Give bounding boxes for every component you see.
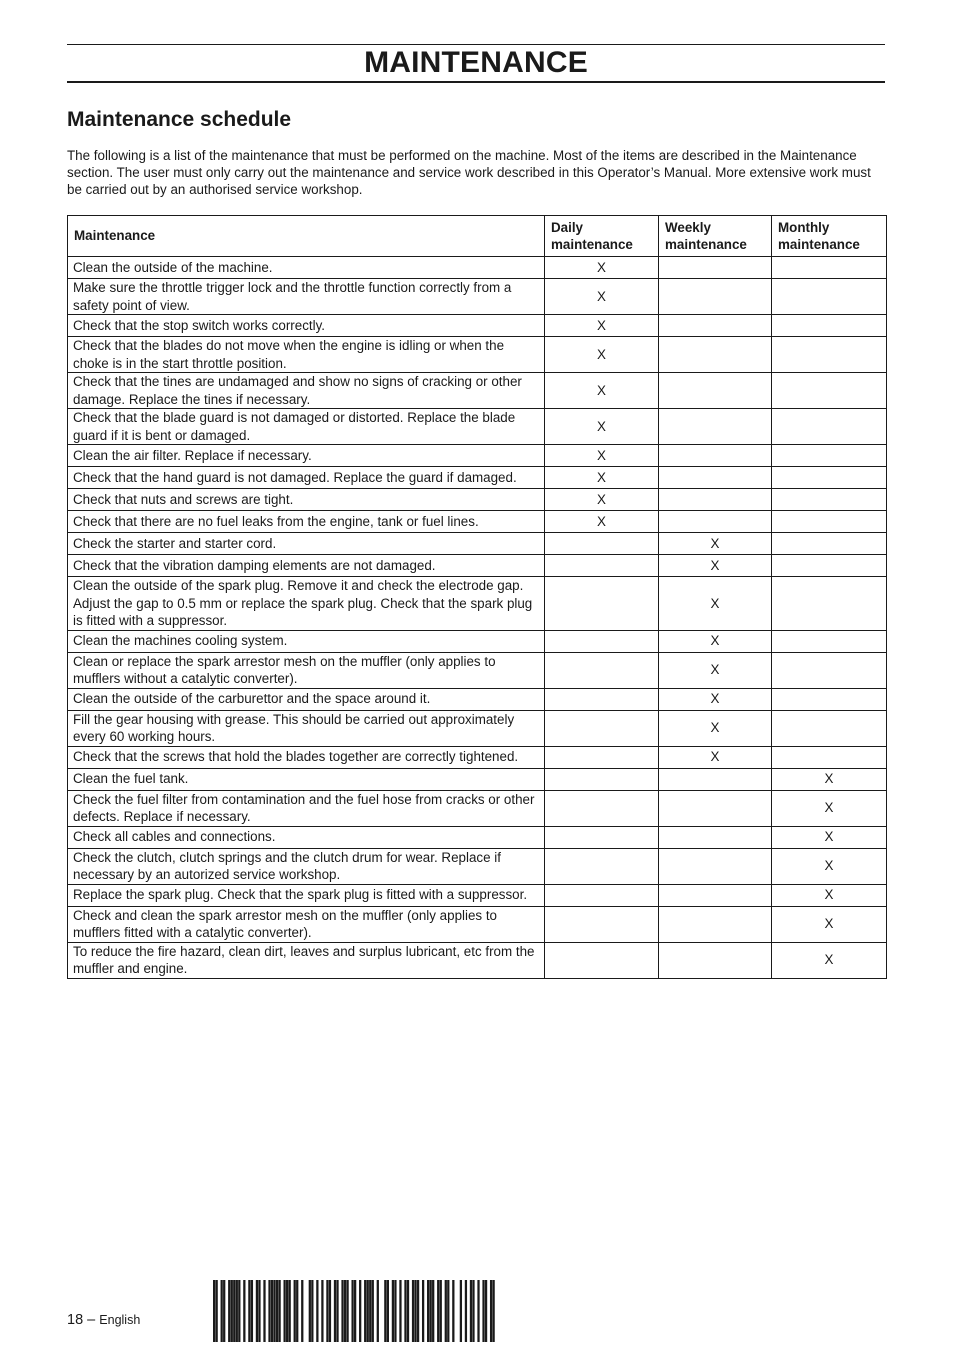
task-cell: Check the fuel filter from contamination and the fuel hose from cracks or other defects. Replace if necessary.	[68, 790, 545, 826]
barcode-bar	[326, 1280, 328, 1342]
barcode-bar	[278, 1280, 280, 1342]
table-row	[68, 555, 887, 577]
task-cell: Check the starter and starter cord.	[68, 533, 545, 555]
daily-mark-cell	[545, 533, 659, 555]
barcode-bar	[268, 1280, 270, 1342]
weekly-mark-cell: X	[659, 577, 772, 631]
barcode-bar	[228, 1280, 230, 1342]
table-row	[68, 467, 887, 489]
task-cell: Check that the stop switch works correctly.	[68, 315, 545, 337]
barcode-bar	[430, 1280, 432, 1342]
table-row	[68, 257, 887, 279]
barcode-bar	[490, 1280, 492, 1342]
monthly-mark-cell	[772, 555, 887, 577]
barcode-bar	[367, 1280, 369, 1342]
daily-mark-cell	[545, 884, 659, 906]
barcode-bar	[377, 1280, 379, 1342]
daily-mark-cell	[545, 652, 659, 688]
barcode-bar	[452, 1280, 454, 1342]
table-row	[68, 577, 887, 631]
task-cell: Make sure the throttle trigger lock and the throttle function correctly from a safety point of view.	[68, 279, 545, 315]
daily-mark-cell	[545, 906, 659, 942]
daily-mark-cell	[545, 630, 659, 652]
task-cell: Check and clean the spark arrestor mesh on the muffler (only applies to mufflers fitted with a catalytic converter).	[68, 906, 545, 942]
barcode-bar	[231, 1280, 233, 1342]
monthly-mark-cell	[772, 746, 887, 768]
barcode-bar	[301, 1280, 303, 1342]
daily-mark-cell: X	[545, 445, 659, 467]
barcode-bar	[394, 1280, 396, 1342]
barcode-bar	[359, 1280, 361, 1342]
weekly-mark-cell	[659, 279, 772, 315]
daily-mark-cell: X	[545, 467, 659, 489]
barcode-bar	[427, 1280, 429, 1342]
monthly-mark-cell	[772, 315, 887, 337]
task-cell: Check that the hand guard is not damaged. Replace the guard if damaged.	[68, 467, 545, 489]
column-header-daily: Daily maintenance	[545, 216, 659, 257]
weekly-mark-cell: X	[659, 555, 772, 577]
task-cell: To reduce the fire hazard, clean dirt, leaves and surplus lubricant, etc from the muffler and engine.	[68, 942, 545, 978]
table-row	[68, 826, 887, 848]
monthly-mark-cell	[772, 489, 887, 511]
table-row	[68, 652, 887, 688]
monthly-mark-cell	[772, 710, 887, 746]
barcode-bar	[221, 1280, 223, 1342]
barcode-bar	[445, 1280, 447, 1342]
task-cell: Clean the outside of the spark plug. Remove it and check the electrode gap. Adjust the gap to 0.5 mm or replace the spark plug. Check that the spark plug is fitted with a suppressor.	[68, 577, 545, 631]
barcode-bar	[256, 1280, 258, 1342]
task-cell: Check that the tines are undamaged and show no signs of cracking or other damage. Replace the tines if necessary.	[68, 373, 545, 409]
monthly-mark-cell	[772, 630, 887, 652]
barcode-bar	[407, 1280, 409, 1342]
weekly-mark-cell: X	[659, 630, 772, 652]
daily-mark-cell	[545, 826, 659, 848]
barcode-bar	[399, 1280, 401, 1342]
barcode-image	[213, 1280, 495, 1342]
language-label: English	[99, 1313, 141, 1327]
weekly-mark-cell: X	[659, 710, 772, 746]
barcode-bar	[477, 1280, 479, 1342]
barcode-bar	[341, 1280, 343, 1342]
monthly-mark-cell	[772, 373, 887, 409]
task-cell: Replace the spark plug. Check that the spark plug is fitted with a suppressor.	[68, 884, 545, 906]
barcode-bar	[238, 1280, 240, 1342]
weekly-mark-cell: X	[659, 688, 772, 710]
table-row	[68, 315, 887, 337]
barcode-bar	[329, 1280, 331, 1342]
monthly-mark-cell	[772, 577, 887, 631]
barcode-bar	[422, 1280, 424, 1342]
task-cell: Clean the machines cooling system.	[68, 630, 545, 652]
task-cell: Check all cables and connections.	[68, 826, 545, 848]
barcode-bar	[351, 1280, 353, 1342]
barcode-bar	[251, 1280, 253, 1342]
weekly-mark-cell	[659, 373, 772, 409]
barcode-bar	[271, 1280, 273, 1342]
table-row	[68, 409, 887, 445]
table-row	[68, 533, 887, 555]
daily-mark-cell	[545, 688, 659, 710]
table-row	[68, 337, 887, 373]
weekly-mark-cell	[659, 826, 772, 848]
daily-mark-cell: X	[545, 337, 659, 373]
column-header-monthly: Monthly maintenance	[772, 216, 887, 257]
weekly-mark-cell	[659, 848, 772, 884]
table-row	[68, 884, 887, 906]
weekly-mark-cell	[659, 467, 772, 489]
monthly-mark-cell	[772, 445, 887, 467]
barcode-bar	[437, 1280, 439, 1342]
table-row	[68, 790, 887, 826]
barcode-bar	[460, 1280, 462, 1342]
barcode-bar	[344, 1280, 346, 1342]
page-number: 18	[67, 1312, 84, 1328]
barcode-bar	[223, 1280, 225, 1342]
monthly-mark-cell: X	[772, 884, 887, 906]
weekly-mark-cell	[659, 489, 772, 511]
barcode-bar	[248, 1280, 250, 1342]
barcode-bar	[440, 1280, 442, 1342]
task-cell: Fill the gear housing with grease. This should be carried out approximately every 60 working hours.	[68, 710, 545, 746]
barcode-bar	[465, 1280, 467, 1342]
barcode-bar	[263, 1280, 265, 1342]
barcode-bar	[316, 1280, 318, 1342]
barcode-bar	[216, 1280, 218, 1342]
daily-mark-cell: X	[545, 279, 659, 315]
monthly-mark-cell	[772, 409, 887, 445]
table-row	[68, 746, 887, 768]
daily-mark-cell	[545, 848, 659, 884]
barcode-bar	[485, 1280, 487, 1342]
monthly-mark-cell	[772, 533, 887, 555]
task-cell: Clean the fuel tank.	[68, 768, 545, 790]
monthly-mark-cell	[772, 257, 887, 279]
intro-paragraph: The following is a list of the maintenance that must be performed on the machine. Most of the items are described in the Maintenance section. The user must only carry out the maintenance and service work described in this Operator’s Manual. More extensive work must be carried out by an authorised service workshop.	[67, 148, 871, 197]
barcode-bar	[414, 1280, 416, 1342]
weekly-mark-cell	[659, 884, 772, 906]
barcode-bar	[354, 1280, 356, 1342]
daily-mark-cell	[545, 746, 659, 768]
table-row	[68, 445, 887, 467]
weekly-mark-cell: X	[659, 652, 772, 688]
monthly-mark-cell: X	[772, 848, 887, 884]
barcode-bar	[286, 1280, 288, 1342]
weekly-mark-cell	[659, 768, 772, 790]
barcode-bar	[243, 1280, 245, 1342]
monthly-mark-cell	[772, 279, 887, 315]
task-cell: Check the clutch, clutch springs and the clutch drum for wear. Replace if necessary by an autorized service workshop.	[68, 848, 545, 884]
weekly-mark-cell	[659, 315, 772, 337]
task-cell: Clean the outside of the carburettor and the space around it.	[68, 688, 545, 710]
daily-mark-cell: X	[545, 511, 659, 533]
monthly-mark-cell	[772, 511, 887, 533]
column-header-weekly: Weekly maintenance	[659, 216, 772, 257]
monthly-mark-cell: X	[772, 906, 887, 942]
daily-mark-cell: X	[545, 373, 659, 409]
barcode-bar	[482, 1280, 484, 1342]
page-footer	[67, 1311, 140, 1329]
daily-mark-cell	[545, 577, 659, 631]
barcode-bar	[276, 1280, 278, 1342]
table-row	[68, 279, 887, 315]
task-cell: Check that the blades do not move when the engine is idling or when the choke is in the start throttle position.	[68, 337, 545, 373]
table-row	[68, 373, 887, 409]
barcode-bar	[392, 1280, 394, 1342]
weekly-mark-cell	[659, 257, 772, 279]
table-row	[68, 906, 887, 942]
daily-mark-cell	[545, 942, 659, 978]
table-header-row	[68, 216, 887, 257]
barcode-bar	[334, 1280, 336, 1342]
barcode-bar	[296, 1280, 298, 1342]
weekly-mark-cell	[659, 906, 772, 942]
table-row	[68, 630, 887, 652]
barcode-bar	[472, 1280, 474, 1342]
monthly-mark-cell	[772, 467, 887, 489]
daily-mark-cell: X	[545, 257, 659, 279]
task-cell: Clean or replace the spark arrestor mesh on the muffler (only applies to mufflers without a catalytic converter).	[68, 652, 545, 688]
task-cell: Clean the air filter. Replace if necessary.	[68, 445, 545, 467]
table-row	[68, 511, 887, 533]
table-row	[68, 942, 887, 978]
monthly-mark-cell	[772, 337, 887, 373]
monthly-mark-cell	[772, 652, 887, 688]
barcode-bar	[470, 1280, 472, 1342]
task-cell: Clean the outside of the machine.	[68, 257, 545, 279]
table-body	[68, 257, 887, 979]
barcode-bar	[369, 1280, 371, 1342]
barcode-bar	[372, 1280, 374, 1342]
barcode-bar	[364, 1280, 366, 1342]
header-bottom-rule	[67, 81, 885, 83]
barcode-bar	[417, 1280, 419, 1342]
weekly-mark-cell: X	[659, 533, 772, 555]
table-row	[68, 848, 887, 884]
daily-mark-cell	[545, 710, 659, 746]
barcode-bar	[273, 1280, 275, 1342]
monthly-mark-cell: X	[772, 768, 887, 790]
section-title: MAINTENANCE	[364, 46, 588, 79]
monthly-mark-cell	[772, 688, 887, 710]
weekly-mark-cell	[659, 942, 772, 978]
task-cell: Check that there are no fuel leaks from the engine, tank or fuel lines.	[68, 511, 545, 533]
daily-mark-cell: X	[545, 315, 659, 337]
weekly-mark-cell	[659, 337, 772, 373]
weekly-mark-cell: X	[659, 746, 772, 768]
maintenance-schedule-table	[67, 215, 887, 979]
table-row	[68, 688, 887, 710]
task-cell: Check that the screws that hold the blades together are correctly tightened.	[68, 746, 545, 768]
daily-mark-cell	[545, 768, 659, 790]
column-header-maintenance: Maintenance	[68, 216, 545, 257]
barcode-bar	[311, 1280, 313, 1342]
daily-mark-cell: X	[545, 489, 659, 511]
weekly-mark-cell	[659, 409, 772, 445]
barcode-bar	[404, 1280, 406, 1342]
daily-mark-cell: X	[545, 409, 659, 445]
page-heading: Maintenance schedule	[67, 108, 292, 131]
monthly-mark-cell: X	[772, 826, 887, 848]
monthly-mark-cell: X	[772, 790, 887, 826]
barcode-bar	[309, 1280, 311, 1342]
barcode-bar	[346, 1280, 348, 1342]
monthly-mark-cell: X	[772, 942, 887, 978]
barcode-bar	[284, 1280, 286, 1342]
barcode-bar	[412, 1280, 414, 1342]
table-row	[68, 489, 887, 511]
daily-mark-cell	[545, 790, 659, 826]
barcode-bar	[336, 1280, 338, 1342]
task-cell: Check that the vibration damping elements are not damaged.	[68, 555, 545, 577]
barcode-bar	[387, 1280, 389, 1342]
barcode-bar	[321, 1280, 323, 1342]
barcode-bar	[492, 1280, 494, 1342]
barcode-bar	[289, 1280, 291, 1342]
table-row	[68, 710, 887, 746]
barcode-bar	[384, 1280, 386, 1342]
weekly-mark-cell	[659, 511, 772, 533]
task-cell: Check that the blade guard is not damaged or distorted. Replace the blade guard if it is bent or damaged.	[68, 409, 545, 445]
daily-mark-cell	[545, 555, 659, 577]
table-row	[68, 768, 887, 790]
barcode-bar	[236, 1280, 238, 1342]
weekly-mark-cell	[659, 790, 772, 826]
page-number-separator: –	[87, 1312, 96, 1328]
barcode-bar	[447, 1280, 449, 1342]
barcode-bar	[432, 1280, 434, 1342]
barcode-bar	[258, 1280, 260, 1342]
barcode-bar	[233, 1280, 235, 1342]
barcode-bar	[213, 1280, 215, 1342]
task-cell: Check that nuts and screws are tight.	[68, 489, 545, 511]
weekly-mark-cell	[659, 445, 772, 467]
barcode-bar	[294, 1280, 296, 1342]
